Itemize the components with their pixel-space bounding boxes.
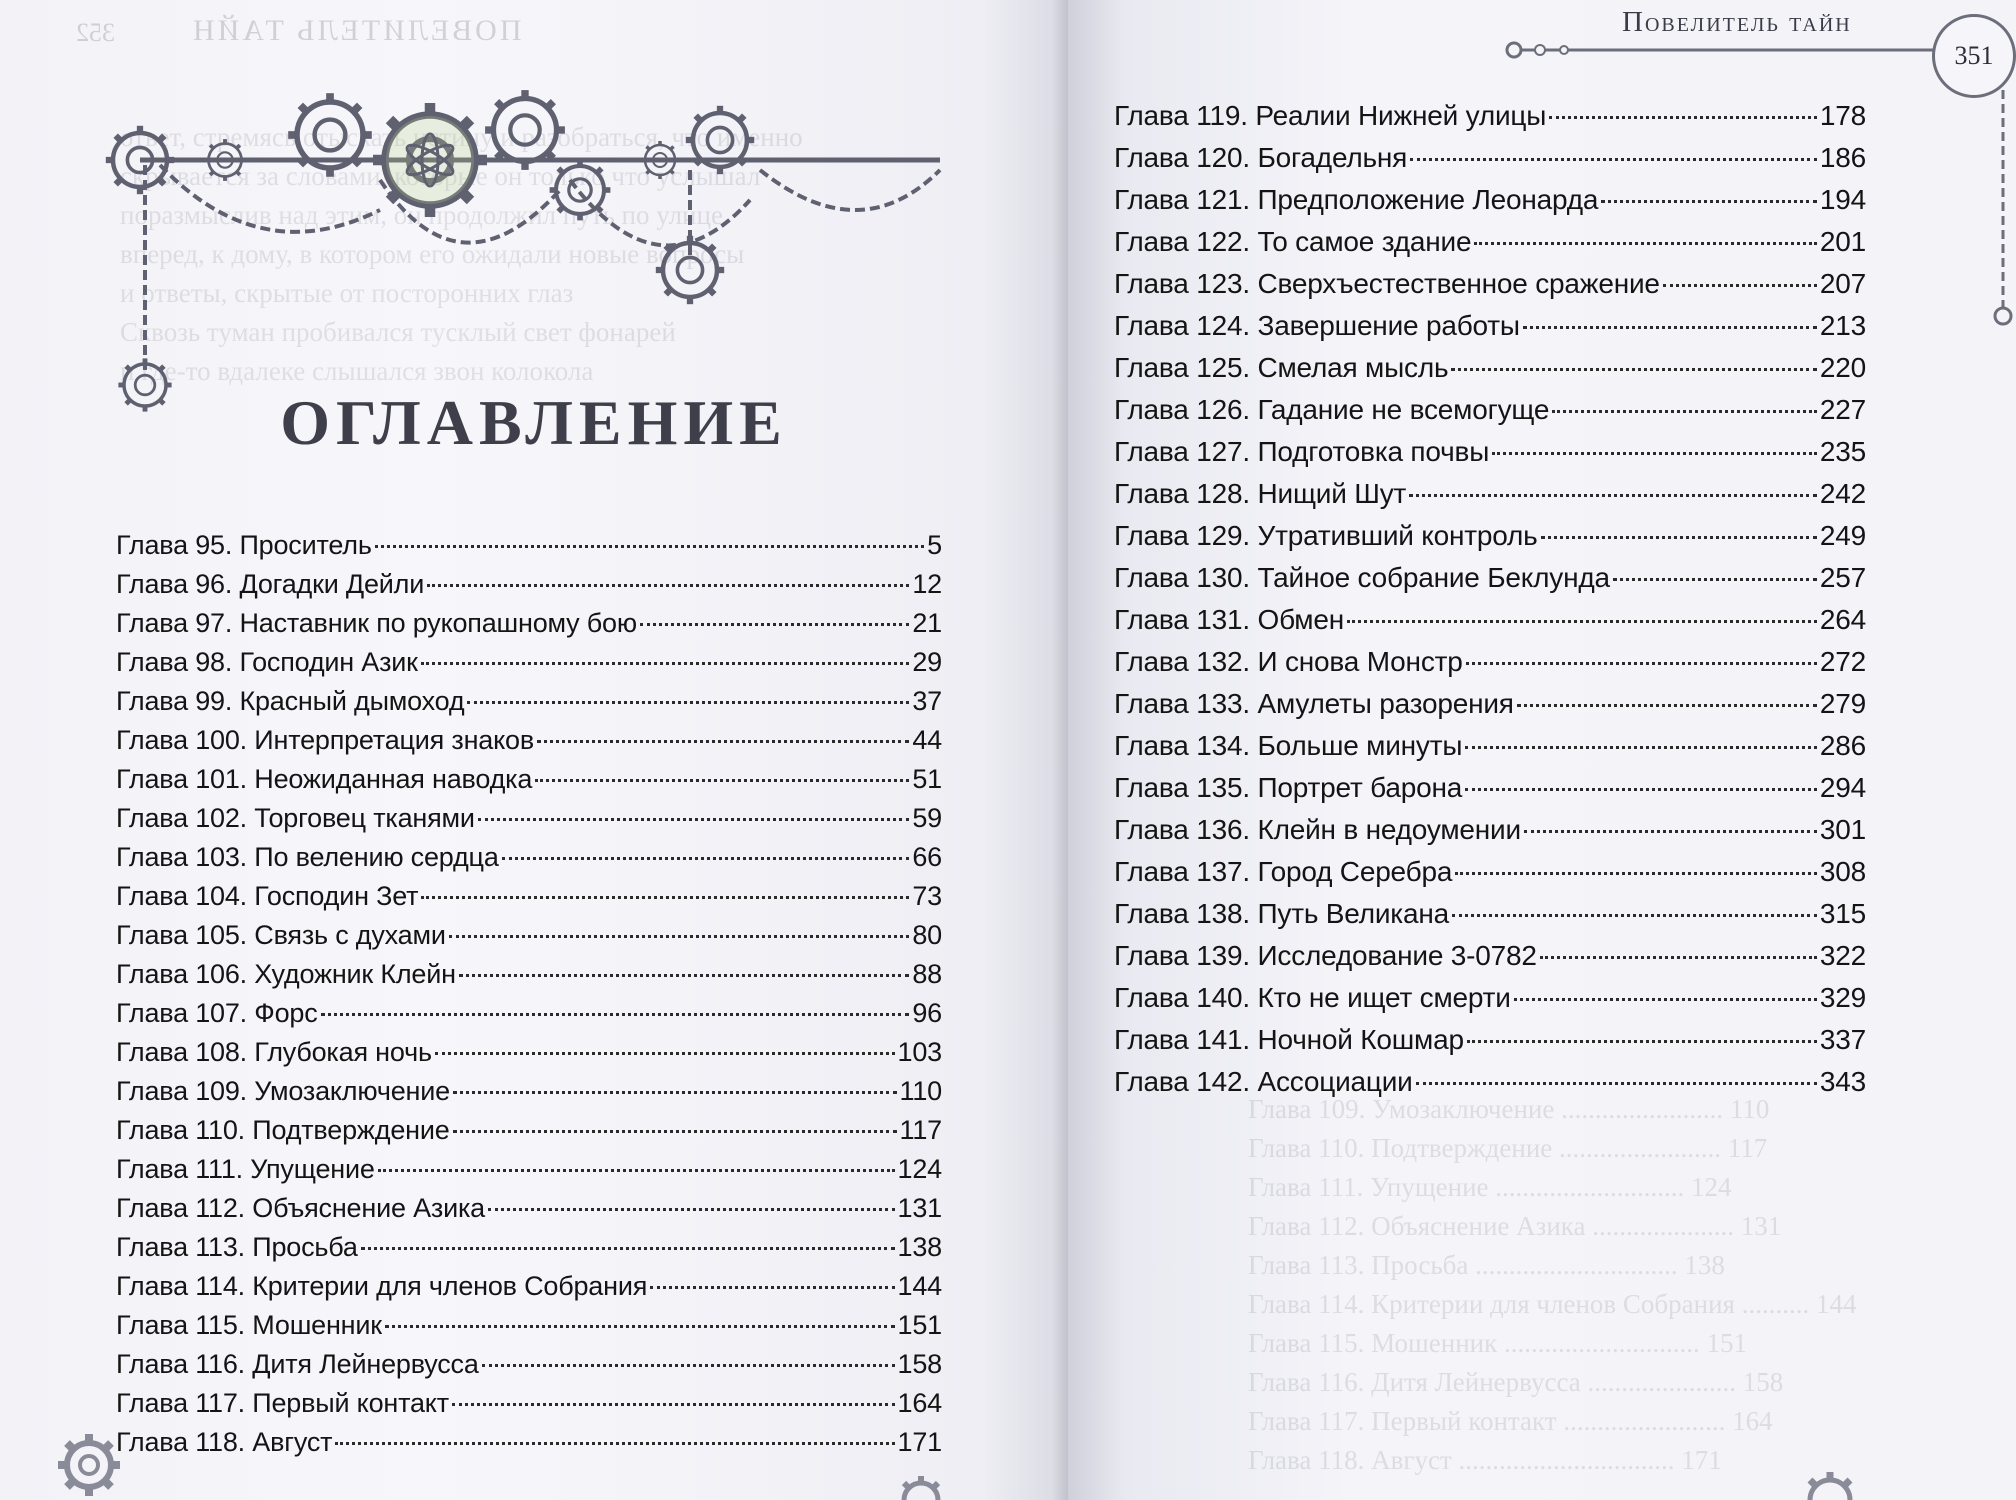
bleed-through-text: Глава 110. Подтверждение ........................ 117 bbox=[1248, 1133, 1768, 1163]
leader-dots bbox=[421, 662, 910, 665]
toc-entry-page: 73 bbox=[912, 881, 942, 911]
toc-entry bbox=[116, 530, 942, 569]
toc-entry-page: 235 bbox=[1819, 436, 1866, 467]
toc-entry-page: 337 bbox=[1819, 1024, 1866, 1055]
bleed-through-text: Глава 112. Объяснение Азика ..................... 131 bbox=[1248, 1211, 1782, 1241]
header-ornament-line bbox=[1504, 40, 1944, 60]
leader-dots bbox=[1514, 998, 1817, 1001]
toc-entry bbox=[1114, 268, 1866, 310]
leader-dots bbox=[1467, 1040, 1817, 1043]
leader-dots bbox=[449, 935, 910, 938]
toc-entry bbox=[116, 920, 942, 959]
leader-dots bbox=[1492, 452, 1817, 455]
leader-dots bbox=[1416, 1082, 1817, 1085]
leader-dots bbox=[502, 857, 910, 860]
toc-entry-page: 279 bbox=[1819, 688, 1866, 719]
toc-entry bbox=[116, 1271, 942, 1310]
toc-entry-title: Глава 110. Подтверждение bbox=[116, 1115, 450, 1145]
toc-entry-page: 343 bbox=[1819, 1066, 1866, 1097]
toc-entry bbox=[116, 1076, 942, 1115]
toc-entry bbox=[1114, 814, 1866, 856]
toc-entry-title: Глава 128. Нищий Шут bbox=[1114, 478, 1407, 509]
toc-entry-page: 186 bbox=[1819, 142, 1866, 173]
leader-dots bbox=[453, 1091, 897, 1094]
toc-entry-title: Глава 107. Форс bbox=[116, 998, 318, 1028]
toc-entry bbox=[116, 881, 942, 920]
toc-entry bbox=[116, 1232, 942, 1271]
toc-entry-page: 103 bbox=[897, 1037, 942, 1067]
bleed-through-text: Сквозь туман пробивался тусклый свет фонарей bbox=[120, 317, 676, 347]
gear-icon bbox=[54, 1430, 124, 1500]
leader-dots bbox=[1524, 830, 1817, 833]
bleed-through-text: Глава 116. Дитя Лейнервусса ...................... 158 bbox=[1248, 1367, 1784, 1397]
toc-entry bbox=[116, 1427, 942, 1466]
toc-entry bbox=[1114, 940, 1866, 982]
toc-entry-title: Глава 117. Первый контакт bbox=[116, 1388, 449, 1418]
leader-dots bbox=[452, 1403, 895, 1406]
bleed-through-text: стремясь отыскать и разобраться, именно bbox=[192, 122, 803, 152]
bleed-through-text: Глава 115. Мошенник ............................. 151 bbox=[1248, 1328, 1747, 1358]
toc-entry-page: 308 bbox=[1819, 856, 1866, 887]
toc-entry-page: 315 bbox=[1819, 898, 1866, 929]
toc-entry bbox=[116, 1349, 942, 1388]
toc-entry bbox=[116, 569, 942, 608]
toc-entry-page: 194 bbox=[1819, 184, 1866, 215]
gear-icon bbox=[896, 1474, 946, 1500]
toc-entry-page: 21 bbox=[912, 608, 942, 638]
running-header-title: Повелитель тайн bbox=[1622, 6, 1852, 38]
leader-dots bbox=[640, 623, 909, 626]
leader-dots bbox=[1347, 620, 1817, 623]
toc-entry-title: Глава 102. Торговец тканями bbox=[116, 803, 475, 833]
toc-entry-title: Глава 101. Неожиданная наводка bbox=[116, 764, 533, 794]
toc-entry bbox=[1114, 226, 1866, 268]
toc-entry-page: 227 bbox=[1819, 394, 1866, 425]
toc-entry bbox=[1114, 646, 1866, 688]
toc-entry-page: 12 bbox=[912, 569, 942, 599]
toc-entry-title: Глава 135. Портрет барона bbox=[1114, 772, 1463, 803]
toc-entry-title: Глава 103. По велению сердца bbox=[116, 842, 499, 872]
toc-entry bbox=[1114, 142, 1866, 184]
toc-entry bbox=[1114, 856, 1866, 898]
toc-entry-page: 249 bbox=[1819, 520, 1866, 551]
bleed-through-text: Глава 109. Умозаключение ........................ 110 bbox=[1248, 1094, 1770, 1124]
toc-entry bbox=[116, 959, 942, 998]
toc-entry-page: 96 bbox=[912, 998, 942, 1028]
toc-entry bbox=[1114, 394, 1866, 436]
bleed-through-text: вперед, к дому, в котором его ожидали новые вопросы bbox=[120, 239, 745, 269]
toc-entry bbox=[116, 842, 942, 881]
toc-entry-title: Глава 97. Наставник по рукопашному бою bbox=[116, 608, 637, 638]
toc-entry-title: Глава 125. Смелая мысль bbox=[1114, 352, 1449, 383]
toc-entry-title: Глава 136. Клейн в недоумении bbox=[1114, 814, 1521, 845]
toc-entry-title: Глава 116. Дитя Лейнервусса bbox=[116, 1349, 479, 1379]
toc-entry-title: Глава 100. Интерпретация знаков bbox=[116, 725, 534, 755]
leader-dots bbox=[385, 1325, 895, 1328]
bleed-through-page-number: 352 bbox=[76, 18, 115, 47]
toc-entry-title: Глава 137. Город Серебра bbox=[1114, 856, 1453, 887]
leader-dots bbox=[650, 1286, 894, 1289]
leader-dots bbox=[427, 584, 909, 587]
leader-dots bbox=[535, 779, 909, 782]
toc-entry-page: 59 bbox=[912, 803, 942, 833]
toc-entry-title: Глава 115. Мошенник bbox=[116, 1310, 382, 1340]
leader-dots bbox=[1549, 116, 1817, 119]
toc-entry-page: 5 bbox=[927, 530, 942, 560]
toc-entry bbox=[1114, 730, 1866, 772]
toc-entry-title: Глава 132. И снова Монстр bbox=[1114, 646, 1463, 677]
toc-entry bbox=[116, 1388, 942, 1427]
toc-entry bbox=[1114, 772, 1866, 814]
toc-entry-page: 213 bbox=[1819, 310, 1866, 341]
toc-entry-page: 272 bbox=[1819, 646, 1866, 677]
gear-icon bbox=[1800, 1470, 1860, 1500]
toc-entry bbox=[116, 608, 942, 647]
toc-entry-title: Глава 138. Путь Великана bbox=[1114, 898, 1449, 929]
toc-entry-page: 164 bbox=[897, 1388, 942, 1418]
toc-entry bbox=[116, 803, 942, 842]
toc-entry-page: 138 bbox=[897, 1232, 942, 1262]
leader-dots bbox=[478, 818, 910, 821]
toc-entry-title: Глава 98. Господин Азик bbox=[116, 647, 418, 677]
toc-entry bbox=[1114, 184, 1866, 226]
toc-entry-title: Глава 114. Критерии для членов Собрания bbox=[116, 1271, 648, 1301]
toc-entry-title: Глава 140. Кто не ищет смерти bbox=[1114, 982, 1511, 1013]
leader-dots bbox=[467, 701, 909, 704]
toc-entry bbox=[116, 686, 942, 725]
bleed-through-text: и где-то вдалеке слышался звон колокола bbox=[120, 356, 594, 386]
toc-list-left bbox=[116, 530, 942, 1466]
leader-dots bbox=[1663, 284, 1817, 287]
leader-dots bbox=[1455, 872, 1817, 875]
toc-entry bbox=[1114, 1024, 1866, 1066]
leader-dots bbox=[321, 1013, 910, 1016]
leader-dots bbox=[1552, 410, 1817, 413]
toc-entry-page: 29 bbox=[912, 647, 942, 677]
toc-entry-title: Глава 111. Упущение bbox=[116, 1154, 375, 1184]
toc-entry-title: Глава 130. Тайное собрание Беклунда bbox=[1114, 562, 1610, 593]
toc-entry-title: Глава 124. Завершение работы bbox=[1114, 310, 1520, 341]
leader-dots bbox=[453, 1130, 897, 1133]
leader-dots bbox=[1541, 536, 1817, 539]
toc-entry-title: Глава 122. То самое здание bbox=[1114, 226, 1472, 257]
leader-dots bbox=[1613, 578, 1817, 581]
toc-entry bbox=[1114, 688, 1866, 730]
hanging-chain-ornament bbox=[1990, 90, 2016, 330]
leader-dots bbox=[482, 1364, 895, 1367]
toc-entry-page: 322 bbox=[1819, 940, 1866, 971]
leader-dots bbox=[488, 1208, 895, 1211]
toc-entry bbox=[1114, 310, 1866, 352]
leader-dots bbox=[1540, 956, 1817, 959]
toc-entry-title: Глава 139. Исследование 3-0782 bbox=[1114, 940, 1537, 971]
toc-entry bbox=[116, 1037, 942, 1076]
toc-entry-page: 37 bbox=[912, 686, 942, 716]
toc-title: ОГЛАВЛЕНИЕ bbox=[280, 387, 788, 458]
toc-entry bbox=[1114, 562, 1866, 604]
toc-entry-title: Глава 118. Август bbox=[116, 1427, 333, 1457]
leader-dots bbox=[1465, 746, 1817, 749]
leader-dots bbox=[459, 974, 910, 977]
leader-dots bbox=[375, 545, 924, 548]
toc-entry-page: 329 bbox=[1819, 982, 1866, 1013]
leader-dots bbox=[537, 740, 909, 743]
toc-entry-title: Глава 131. Обмен bbox=[1114, 604, 1344, 635]
toc-entry-title: Глава 113. Просьба bbox=[116, 1232, 358, 1262]
toc-entry-page: 264 bbox=[1819, 604, 1866, 635]
leader-dots bbox=[435, 1052, 895, 1055]
bleed-through-header: ПОВЕЛИТЕЛЬ ТАЙН bbox=[190, 14, 522, 47]
leader-dots bbox=[421, 896, 909, 899]
leader-dots bbox=[1601, 200, 1817, 203]
toc-entry-title: Глава 141. Ночной Кошмар bbox=[1114, 1024, 1464, 1055]
toc-entry-title: Глава 119. Реалии Нижней улицы bbox=[1114, 100, 1547, 131]
toc-entry-page: 110 bbox=[899, 1076, 942, 1106]
bleed-through-text: поразмыслив над этим, он продолжил путь по улице bbox=[120, 200, 723, 230]
toc-entry-title: Глава 109. Умозаключение bbox=[116, 1076, 450, 1106]
leader-dots bbox=[1451, 368, 1817, 371]
toc-entry-page: 220 bbox=[1819, 352, 1866, 383]
toc-entry bbox=[116, 998, 942, 1037]
toc-entry-title: Глава 142. Ассоциации bbox=[1114, 1066, 1413, 1097]
toc-entry bbox=[116, 1115, 942, 1154]
toc-entry-page: 51 bbox=[912, 764, 942, 794]
toc-entry-title: Глава 129. Утративший контроль bbox=[1114, 520, 1538, 551]
bleed-through-text: и ответы, скрытые от посторонних глаз bbox=[120, 278, 574, 308]
leader-dots bbox=[1452, 914, 1817, 917]
toc-entry bbox=[116, 1310, 942, 1349]
toc-entry-page: 66 bbox=[912, 842, 942, 872]
toc-entry bbox=[116, 1154, 942, 1193]
toc-entry-title: Глава 126. Гадание не всемогуще bbox=[1114, 394, 1550, 425]
toc-entry-page: 88 bbox=[912, 959, 942, 989]
toc-entry-title: Глава 120. Богадельня bbox=[1114, 142, 1408, 173]
leader-dots bbox=[361, 1247, 895, 1250]
toc-entry bbox=[116, 1193, 942, 1232]
toc-entry-page: 124 bbox=[897, 1154, 942, 1184]
toc-entry bbox=[1114, 352, 1866, 394]
toc-entry-page: 242 bbox=[1819, 478, 1866, 509]
toc-entry-page: 151 bbox=[897, 1310, 942, 1340]
toc-entry bbox=[116, 764, 942, 803]
bleed-through-text: Глава 114. Критерии для членов Собрания .......... 144 bbox=[1248, 1289, 1857, 1319]
toc-entry-page: 178 bbox=[1819, 100, 1866, 131]
toc-entry-title: Глава 96. Догадки Дейли bbox=[116, 569, 425, 599]
toc-entry-title: Глава 123. Сверхъестественное сражение bbox=[1114, 268, 1660, 299]
toc-entry bbox=[1114, 520, 1866, 562]
leader-dots bbox=[1523, 326, 1817, 329]
toc-entry-page: 158 bbox=[897, 1349, 942, 1379]
toc-entry-title: Глава 121. Предположение Леонарда bbox=[1114, 184, 1599, 215]
leader-dots bbox=[1474, 242, 1817, 245]
toc-entry bbox=[1114, 100, 1866, 142]
toc-entry-page: 144 bbox=[897, 1271, 942, 1301]
toc-entry-page: 171 bbox=[897, 1427, 942, 1457]
toc-entry bbox=[116, 725, 942, 764]
toc-entry-page: 44 bbox=[912, 725, 942, 755]
bleed-through-text: Глава 118. Август ................................ 171 bbox=[1248, 1445, 1722, 1475]
toc-entry bbox=[1114, 982, 1866, 1024]
toc-entry-title: Глава 134. Больше минуты bbox=[1114, 730, 1463, 761]
leader-dots bbox=[1410, 158, 1817, 161]
toc-entry bbox=[116, 647, 942, 686]
toc-entry bbox=[1114, 478, 1866, 520]
toc-entry-title: Глава 99. Красный дымоход bbox=[116, 686, 465, 716]
toc-entry-title: Глава 106. Художник Клейн bbox=[116, 959, 456, 989]
toc-entry-title: Глава 133. Амулеты разорения bbox=[1114, 688, 1514, 719]
toc-entry-page: 301 bbox=[1819, 814, 1866, 845]
toc-entry-page: 80 bbox=[912, 920, 942, 950]
toc-entry-page: 286 bbox=[1819, 730, 1866, 761]
toc-list-right bbox=[1114, 100, 1866, 1108]
page-number: 351 bbox=[1954, 41, 1994, 70]
leader-dots bbox=[1465, 788, 1817, 791]
toc-entry-page: 207 bbox=[1819, 268, 1866, 299]
page-number-badge bbox=[1932, 14, 2016, 98]
leader-dots bbox=[335, 1442, 894, 1445]
toc-entry bbox=[1114, 436, 1866, 478]
leader-dots bbox=[378, 1169, 895, 1172]
toc-entry-page: 117 bbox=[899, 1115, 942, 1145]
bleed-through-text: Глава 113. Просьба .............................. 138 bbox=[1248, 1250, 1725, 1280]
bleed-through-text: Глава 111. Упущение ............................ 124 bbox=[1248, 1172, 1732, 1202]
toc-entry-page: 131 bbox=[897, 1193, 942, 1223]
toc-entry-title: Глава 105. Связь с духами bbox=[116, 920, 446, 950]
leader-dots bbox=[1517, 704, 1817, 707]
toc-entry-title: Глава 104. Господин Зет bbox=[116, 881, 419, 911]
toc-entry bbox=[1114, 898, 1866, 940]
toc-entry-page: 294 bbox=[1819, 772, 1866, 803]
toc-entry-page: 201 bbox=[1819, 226, 1866, 257]
toc-entry-title: Глава 112. Объяснение Азика bbox=[116, 1193, 485, 1223]
toc-entry bbox=[1114, 604, 1866, 646]
bleed-through-text: скрывается за словами, он только что услышал bbox=[120, 161, 761, 191]
toc-entry-title: Глава 108. Глубокая ночь bbox=[116, 1037, 432, 1067]
bleed-through-text: Глава 117. Первый контакт ........................ 164 bbox=[1248, 1406, 1773, 1436]
leader-dots bbox=[1409, 494, 1817, 497]
toc-entry-title: Глава 95. Проситель bbox=[116, 530, 372, 560]
toc-entry-title: Глава 127. Подготовка почвы bbox=[1114, 436, 1490, 467]
leader-dots bbox=[1466, 662, 1817, 665]
toc-entry-page: 257 bbox=[1819, 562, 1866, 593]
toc-entry bbox=[1114, 1066, 1866, 1108]
